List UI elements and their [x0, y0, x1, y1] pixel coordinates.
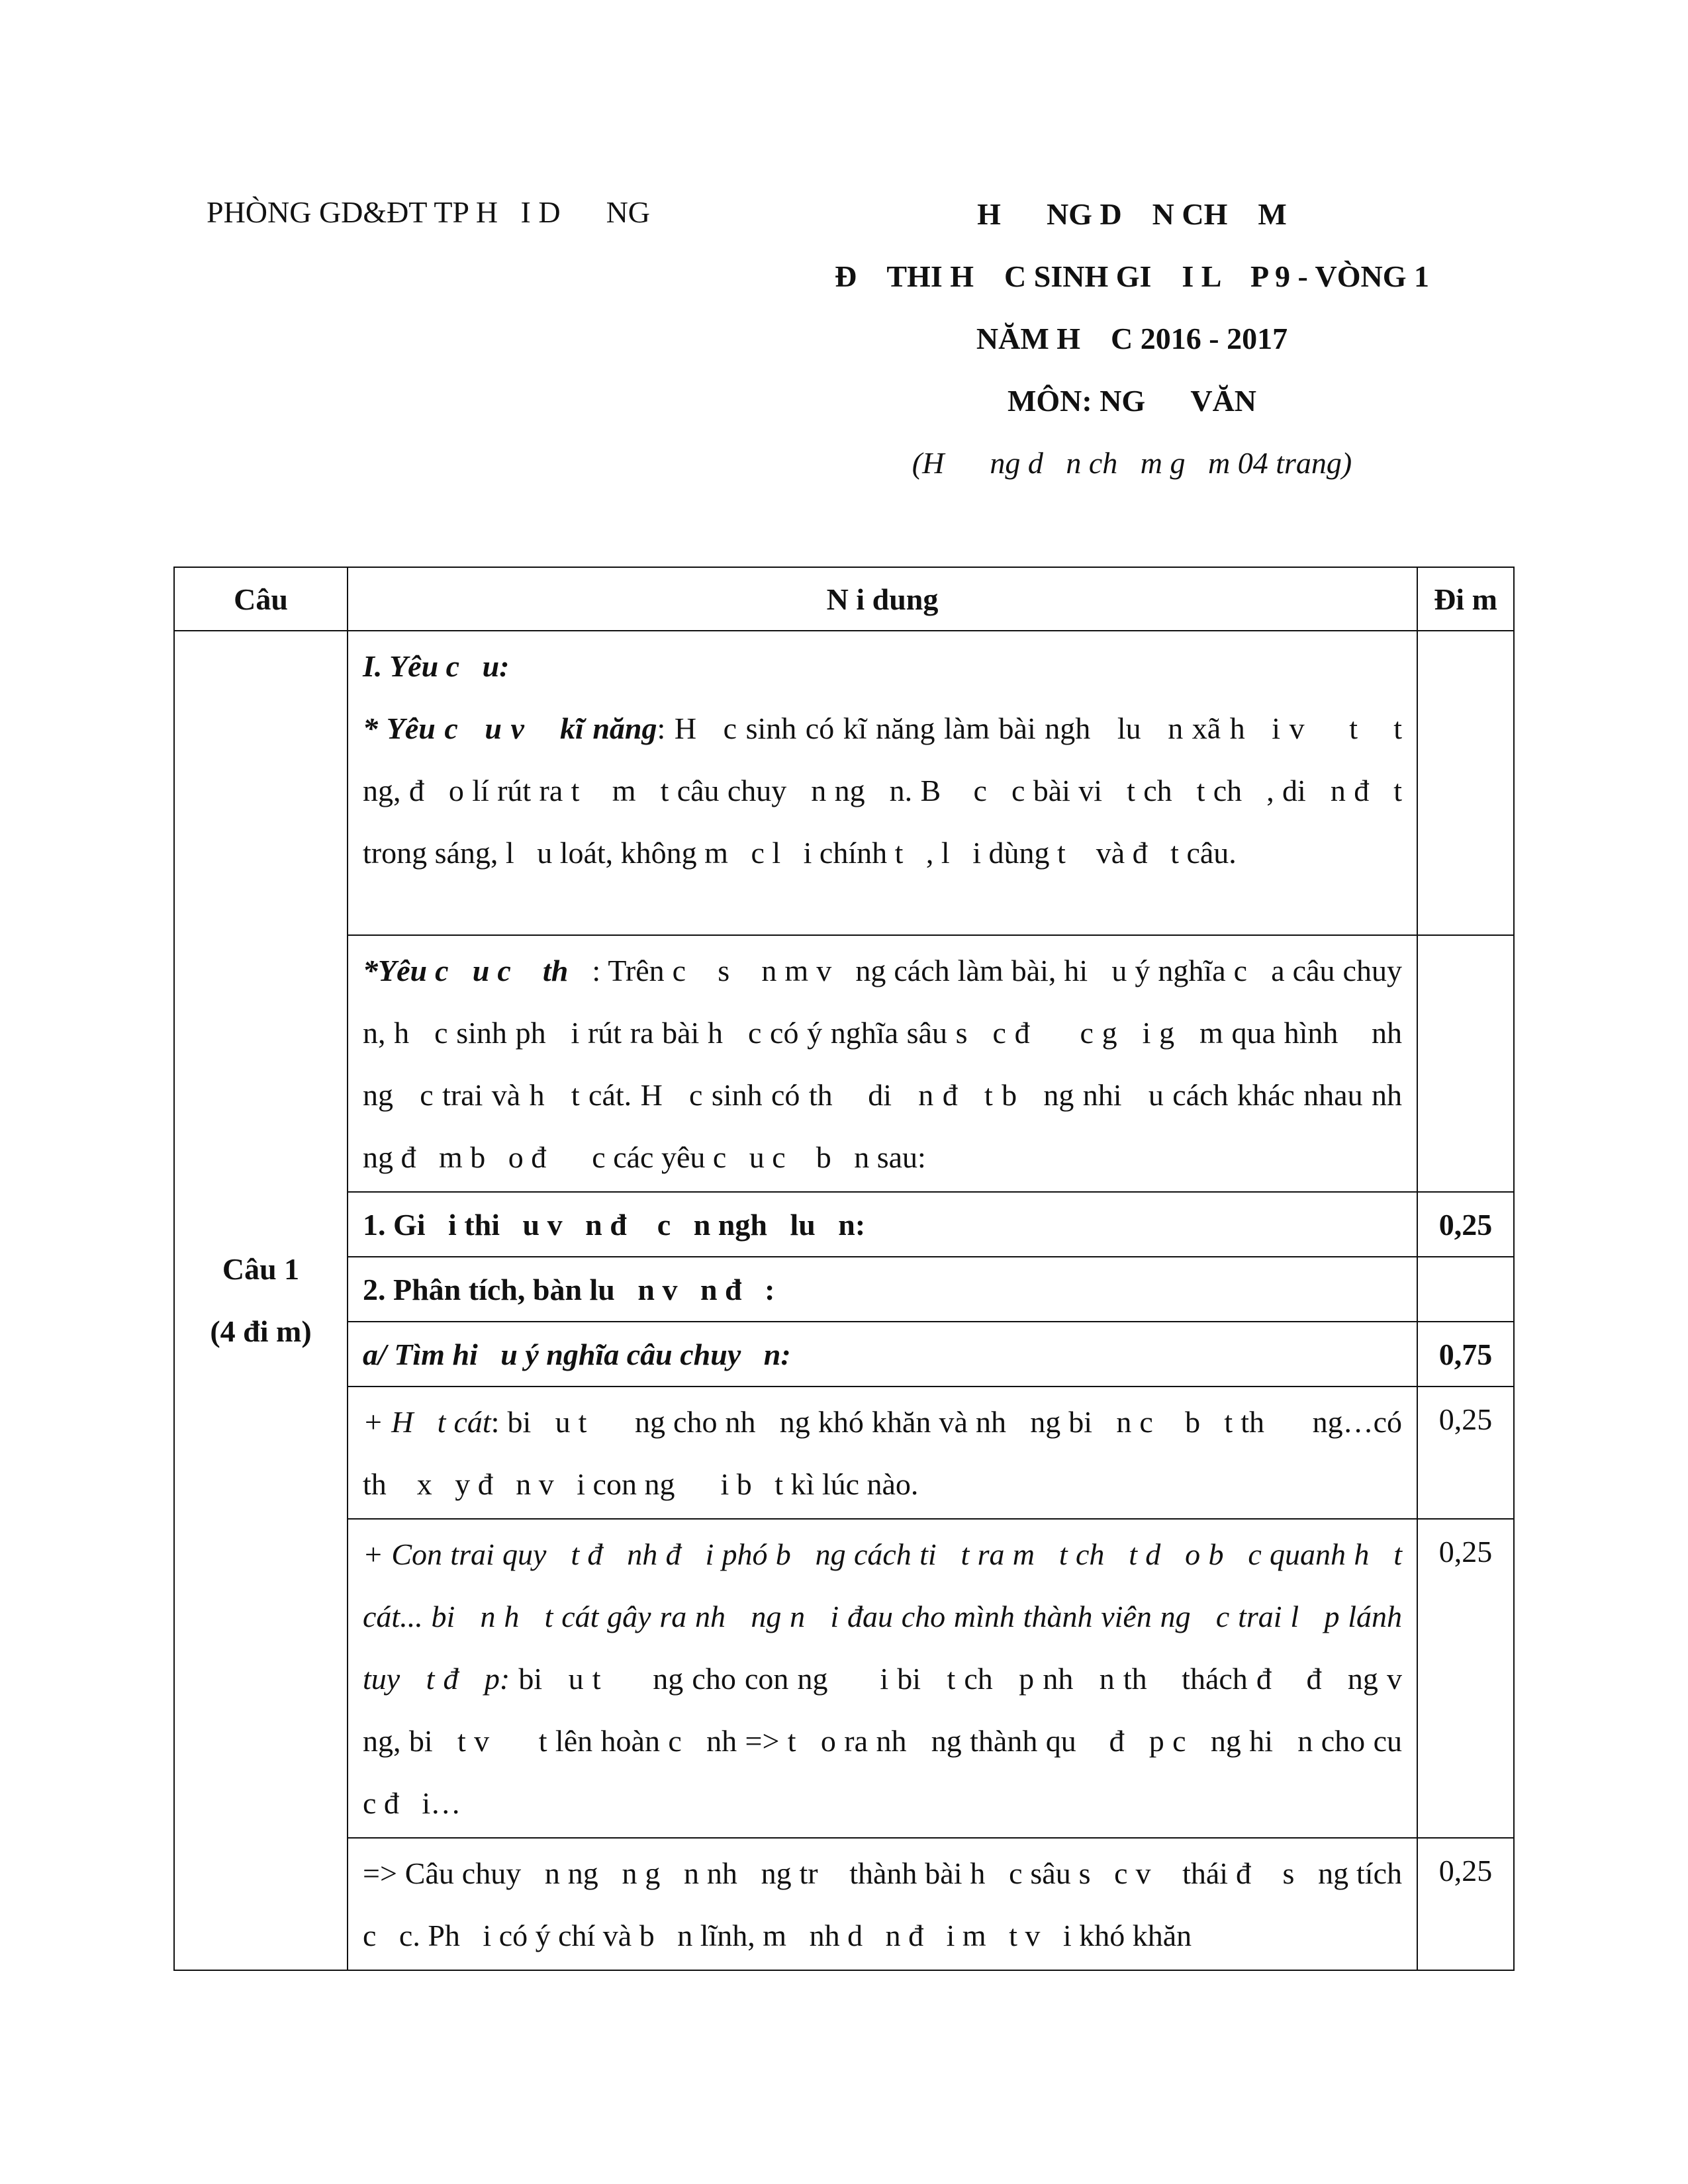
table-header-row	[174, 567, 1514, 631]
specific-requirement-text: : Trên c s n m v ng cách làm bài, hi u ý nghĩa c a câu chuy n, h c sinh ph i rút ra bài h c có ý nghĩa sâu s c đ c g i g m qua hình nh ng c trai và h t cát. H c sinh có th di n đ t b ng nhi u cách khác nhau nh ng đ m b o đ c các yêu c u c b n sau:	[363, 954, 1425, 1174]
skill-requirement-text: : H c sinh có kĩ năng làm bài ngh lu n xã h i v t t ng, đ o lí rút ra t m t câu chuy n ng n. B c c bài vi t ch t ch , di n đ t trong sáng, l u loát, không m c l i chính t , l i dùng t và đ t câu.	[363, 711, 1432, 870]
sand-grain-text: : bi u t ng cho nh ng khó khăn và nh ng bi n c b t th ng…có th x y đ n v i con ng i b t kì lúc nào.	[363, 1405, 1410, 1501]
requirements-heading: I. Yêu c u:	[363, 649, 510, 683]
score-cell: 0,25	[1417, 1387, 1514, 1519]
question-title: Câu 1	[222, 1252, 300, 1286]
score-cell	[1417, 631, 1514, 935]
table-row	[174, 935, 1514, 1192]
criterion-introduce-issue: 1. Gi i thi u v n đ c n ngh lu n:	[348, 1192, 1417, 1257]
story-lesson: => Câu chuy n ng n g n nh ng tr thành bài h c sâu s c v thái đ s ng tích c c. Ph i có ý chí và b n lĩnh, m nh d n đ i m t v i khó khăn	[348, 1838, 1417, 1970]
skill-requirement-label: * Yêu c u v kĩ năng	[363, 711, 657, 745]
criterion-analysis: 2. Phân tích, bàn lu n v n đ :	[348, 1257, 1417, 1322]
heading-line-4: MÔN: NG VĂN	[1007, 384, 1257, 418]
score-cell	[1417, 1257, 1514, 1322]
question-points: (4 đi m)	[210, 1314, 312, 1348]
heading-line-2: Đ THI H C SINH GI I L P 9 - VÒNG 1	[834, 259, 1429, 293]
score-cell: 0,75	[1417, 1322, 1514, 1387]
table-row	[174, 1838, 1514, 1970]
score-cell: 0,25	[1417, 1838, 1514, 1970]
specific-requirements-cell	[348, 935, 1425, 1192]
sand-grain-label: + H t cát	[363, 1405, 491, 1439]
sand-grain-meaning	[348, 1387, 1417, 1519]
score-cell: 0,25	[1417, 1192, 1514, 1257]
score-cell	[1417, 935, 1514, 1192]
question-cell	[174, 631, 348, 1970]
oyster-text: bi u t ng cho con ng i bi t ch p nh n th thách đ đ ng v ng, bi t v t lên hoàn c nh => t o ra nh ng thành qu đ p c ng hi n cho cu c đ i…	[363, 1662, 1425, 1820]
oyster-meaning	[348, 1519, 1425, 1838]
specific-requirement-label: *Yêu c u c th	[363, 954, 592, 987]
heading-line-1: H NG D N CH M	[977, 197, 1287, 231]
heading-line-3: NĂM H C 2016 - 2017	[976, 322, 1288, 355]
requirements-cell	[348, 631, 1432, 935]
document-heading	[768, 195, 1496, 506]
table-row	[174, 1322, 1514, 1387]
table-row	[174, 1257, 1514, 1322]
table-row	[174, 1192, 1514, 1257]
score-cell: 0,25	[1417, 1519, 1514, 1838]
department-name: PHÒNG GD&ĐT TP H I D NG	[207, 195, 651, 229]
table-row	[174, 1387, 1514, 1519]
column-header-score: Đi m	[1417, 567, 1514, 631]
criterion-story-meaning: a/ Tìm hi u ý nghĩa câu chuy n:	[348, 1322, 1417, 1387]
column-header-question: Câu	[174, 567, 348, 631]
oyster-italic-text: + Con trai quy t đ nh đ i phó b ng cách ti t ra m t ch t d o b c quanh h t cát... bi n h t cát gây ra nh ng n i đau cho mình thành viên ng c trai l p lánh tuy t đ p:	[363, 1537, 1410, 1696]
table-row	[174, 1519, 1514, 1838]
column-header-content: N i dung	[348, 567, 1417, 631]
page-count-note: (H ng d n ch m g m 04 trang)	[912, 446, 1352, 480]
grading-table	[173, 567, 1515, 1971]
table-row	[174, 631, 1514, 935]
